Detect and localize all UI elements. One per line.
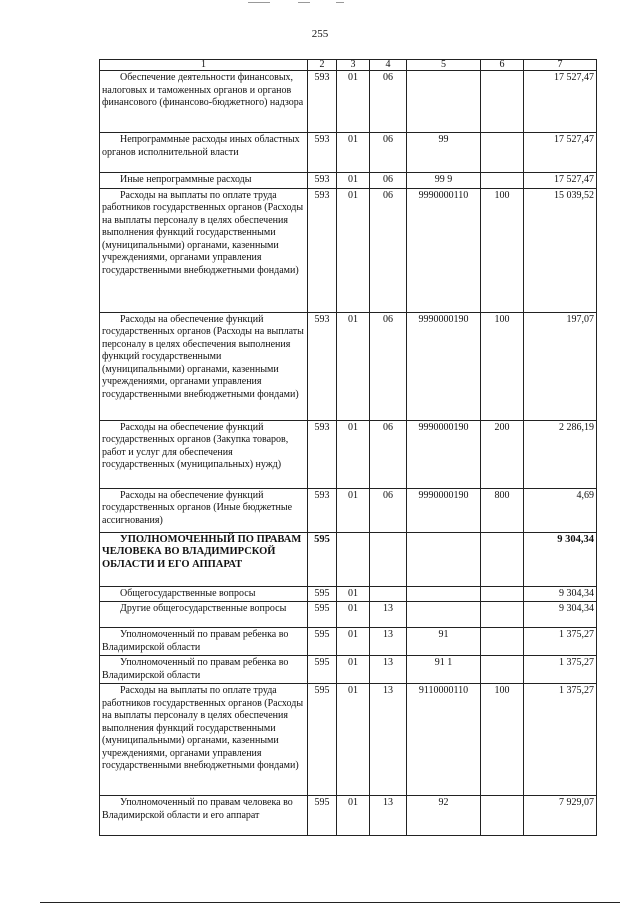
row-section-cell: 01 [337, 684, 370, 796]
table-row [100, 173, 597, 189]
row-amount-cell: 4,69 [524, 488, 597, 532]
table-row [100, 71, 597, 133]
row-name-cell: Общегосударственные вопросы [100, 586, 308, 602]
row-target-cell: 9990000190 [407, 488, 481, 532]
row-subsection-cell: 13 [370, 796, 407, 836]
row-section-cell: 01 [337, 656, 370, 684]
row-section-cell: 01 [337, 628, 370, 656]
row-code-cell: 593 [308, 312, 337, 420]
row-target-cell: 9990000190 [407, 312, 481, 420]
row-name-cell: Расходы на выплаты по оплате труда работников государственных органов (Расходы на выплаты персоналу в целях обеспечения выполнения функций государственными (муниципальными) органами, казенными учреждениями, органами управления государственными внебюджетными фондами) [100, 188, 308, 312]
row-expense-type-cell: 800 [481, 488, 524, 532]
row-name-cell: Уполномоченный по правам ребенка во Владимирской области [100, 656, 308, 684]
row-target-cell: 9110000110 [407, 684, 481, 796]
row-section-cell: 01 [337, 71, 370, 133]
row-expense-type-cell [481, 71, 524, 133]
row-subsection-cell: 13 [370, 684, 407, 796]
row-code-cell: 595 [308, 586, 337, 602]
row-name-cell: Иные непрограммные расходы [100, 173, 308, 189]
row-subsection-cell: 06 [370, 173, 407, 189]
row-subsection-cell [370, 532, 407, 586]
row-expense-type-cell: 100 [481, 684, 524, 796]
row-code-cell: 595 [308, 656, 337, 684]
row-subsection-cell [370, 586, 407, 602]
row-target-cell [407, 532, 481, 586]
row-expense-type-cell: 100 [481, 312, 524, 420]
row-name-cell: Расходы на обеспечение функций государственных органов (Расходы на выплаты персоналу в целях обеспечения выполнения функций государственными (муниципальными) органами, казенными учреждениями, органами управления государственными внебюджетными фондами) [100, 312, 308, 420]
row-subsection-cell: 13 [370, 656, 407, 684]
row-amount-cell: 15 039,52 [524, 188, 597, 312]
row-section-cell: 01 [337, 796, 370, 836]
row-target-cell [407, 71, 481, 133]
row-subsection-cell: 06 [370, 312, 407, 420]
row-name-cell: Обеспечение деятельности финансовых, налоговых и таможенных органов и органов финансового (финансово-бюджетного) надзора [100, 71, 308, 133]
row-code-cell: 595 [308, 684, 337, 796]
row-amount-cell: 17 527,47 [524, 133, 597, 173]
row-code-cell: 593 [308, 488, 337, 532]
row-subsection-cell: 13 [370, 628, 407, 656]
row-amount-cell: 9 304,34 [524, 602, 597, 628]
row-amount-cell: 1 375,27 [524, 684, 597, 796]
scan-mark [336, 2, 344, 3]
row-expense-type-cell [481, 628, 524, 656]
row-code-cell: 595 [308, 532, 337, 586]
row-target-cell: 99 [407, 133, 481, 173]
row-name-cell: УПОЛНОМОЧЕННЫЙ ПО ПРАВАМ ЧЕЛОВЕКА ВО ВЛАДИМИРСКОЙ ОБЛАСТИ И ЕГО АППАРАТ [100, 532, 308, 586]
row-name-cell: Уполномоченный по правам ребенка во Владимирской области [100, 628, 308, 656]
row-amount-cell: 9 304,34 [524, 532, 597, 586]
row-expense-type-cell [481, 602, 524, 628]
column-header: 6 [481, 60, 524, 71]
row-expense-type-cell [481, 796, 524, 836]
row-amount-cell: 9 304,34 [524, 586, 597, 602]
table-row [100, 188, 597, 312]
row-expense-type-cell [481, 586, 524, 602]
page-number: 255 [311, 28, 329, 40]
budget-table [99, 59, 597, 836]
row-subsection-cell: 06 [370, 71, 407, 133]
scan-mark [248, 2, 270, 3]
row-amount-cell: 17 527,47 [524, 71, 597, 133]
table-row [100, 488, 597, 532]
row-code-cell: 593 [308, 133, 337, 173]
row-amount-cell: 1 375,27 [524, 656, 597, 684]
row-target-cell: 9990000110 [407, 188, 481, 312]
table-row [100, 628, 597, 656]
row-amount-cell: 1 375,27 [524, 628, 597, 656]
row-section-cell: 01 [337, 420, 370, 488]
row-section-cell: 01 [337, 488, 370, 532]
table-row [100, 133, 597, 173]
row-code-cell: 595 [308, 628, 337, 656]
row-code-cell: 593 [308, 420, 337, 488]
row-expense-type-cell: 100 [481, 188, 524, 312]
row-target-cell: 99 9 [407, 173, 481, 189]
row-section-cell: 01 [337, 133, 370, 173]
column-header: 5 [407, 60, 481, 71]
table-row [100, 532, 597, 586]
row-name-cell: Расходы на обеспечение функций государственных органов (Иные бюджетные ассигнования) [100, 488, 308, 532]
row-subsection-cell: 06 [370, 420, 407, 488]
row-amount-cell: 2 286,19 [524, 420, 597, 488]
row-target-cell [407, 602, 481, 628]
row-subsection-cell: 13 [370, 602, 407, 628]
row-name-cell: Расходы на выплаты по оплате труда работников государственных органов (Расходы на выплаты персоналу в целях обеспечения выполнения функций государственными (муниципальными) органами, казенными учреждениями, органами управления государственными внебюджетными фондами) [100, 684, 308, 796]
row-section-cell: 01 [337, 586, 370, 602]
row-code-cell: 595 [308, 602, 337, 628]
row-subsection-cell: 06 [370, 188, 407, 312]
row-code-cell: 593 [308, 188, 337, 312]
row-name-cell: Непрограммные расходы иных областных органов исполнительной власти [100, 133, 308, 173]
row-target-cell: 91 [407, 628, 481, 656]
row-expense-type-cell [481, 656, 524, 684]
row-target-cell: 91 1 [407, 656, 481, 684]
scan-mark [298, 2, 310, 3]
table-row [100, 312, 597, 420]
row-expense-type-cell [481, 133, 524, 173]
row-name-cell: Расходы на обеспечение функций государственных органов (Закупка товаров, работ и услуг для обеспечения государственных (муниципальных) нужд) [100, 420, 308, 488]
table-row [100, 656, 597, 684]
row-section-cell: 01 [337, 188, 370, 312]
row-code-cell: 593 [308, 173, 337, 189]
row-subsection-cell: 06 [370, 133, 407, 173]
row-name-cell: Уполномоченный по правам человека во Владимирской области и его аппарат [100, 796, 308, 836]
column-header: 7 [524, 60, 597, 71]
table-row [100, 586, 597, 602]
row-expense-type-cell [481, 173, 524, 189]
row-section-cell: 01 [337, 602, 370, 628]
column-header: 2 [308, 60, 337, 71]
row-expense-type-cell: 200 [481, 420, 524, 488]
table-row [100, 420, 597, 488]
row-code-cell: 595 [308, 796, 337, 836]
row-subsection-cell: 06 [370, 488, 407, 532]
column-header: 3 [337, 60, 370, 71]
row-target-cell: 9990000190 [407, 420, 481, 488]
column-header: 4 [370, 60, 407, 71]
table-row [100, 796, 597, 836]
row-amount-cell: 17 527,47 [524, 173, 597, 189]
row-target-cell [407, 586, 481, 602]
table-header-row [100, 60, 597, 71]
row-amount-cell: 197,07 [524, 312, 597, 420]
table-row [100, 602, 597, 628]
row-section-cell: 01 [337, 312, 370, 420]
row-section-cell [337, 532, 370, 586]
row-code-cell: 593 [308, 71, 337, 133]
row-amount-cell: 7 929,07 [524, 796, 597, 836]
column-header: 1 [100, 60, 308, 71]
row-target-cell: 92 [407, 796, 481, 836]
row-section-cell: 01 [337, 173, 370, 189]
row-expense-type-cell [481, 532, 524, 586]
page-bottom-rule [40, 902, 620, 903]
table-row [100, 684, 597, 796]
row-name-cell: Другие общегосударственные вопросы [100, 602, 308, 628]
